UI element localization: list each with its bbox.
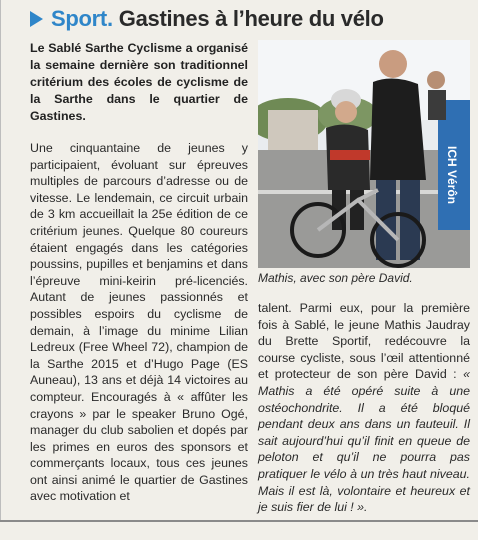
- arrow-right-icon: [30, 11, 43, 27]
- bottom-rule: [0, 520, 478, 522]
- article-lead: Le Sablé Sarthe Cyclisme a organisé la semaine dernière son traditionnel critérium des écoles de cyclisme de la Sarthe dans le quartier de Gastines.: [30, 41, 248, 123]
- quote-text: « Mathis a été opéré suite à une ostéochondrite. Il a été bloqué pendant deux ans dans un fauteuil. Il sait aujourd’hui qu’il finit en queue de peloton et qu’il ne pourra pas pratiquer le vélo à un très haut niveau. Mais il est là, volontaire et heureux et je suis fier de lui ! ».: [258, 367, 470, 515]
- photo-caption: Mathis, avec son père David.: [258, 271, 413, 285]
- article-body-right: [258, 300, 470, 516]
- article-body-left: Une cinquantaine de jeunes y participaient, évoluant sur épreuves multiples de parcours d’adresse ou de vitesse. Le lendemain, ce circuit urbain de 3 km accueillait la 25e édition de ce critérium jeunes. Quelque 80 coureurs étaient engagés dans les catégories poussins, pupilles et benjamins et dans l’épreuve mini-keirin pré-licenciés. Autant de jeunes passionnés et possibles espoirs du cyclisme de demain, à l’image du minime Lilian Ledreux (Free Wheel 72), champion de la Sarthe 2015 et d’Hugo Page (ES Auneau), 13 ans et déjà 14 victoires au compteur. Encouragés à « affûter les crayons » par le speaker Bruno Ogé, manager du club sabolien et dopés par les primes en euros des sponsors et commerçants locaux, tous ces jeunes ont ainsi animé le quartier de Gastines avec motivation et: [30, 141, 248, 504]
- section-label: Sport.: [51, 6, 113, 31]
- banner-text: ICH Vérôn: [445, 146, 459, 205]
- article-title: Gastines à l’heure du vélo: [118, 6, 384, 31]
- headline: [30, 4, 384, 34]
- photo-illustration: [258, 40, 470, 268]
- page-edge: [0, 0, 1, 522]
- article-photo: [258, 40, 470, 268]
- body-right-text: talent. Parmi eux, pour la première fois à Sablé, le jeune Mathis Jaudray du Brette Sportif, redécouvre la course cycliste, sous l’œil attentionné et protecteur de son père David :: [258, 301, 470, 382]
